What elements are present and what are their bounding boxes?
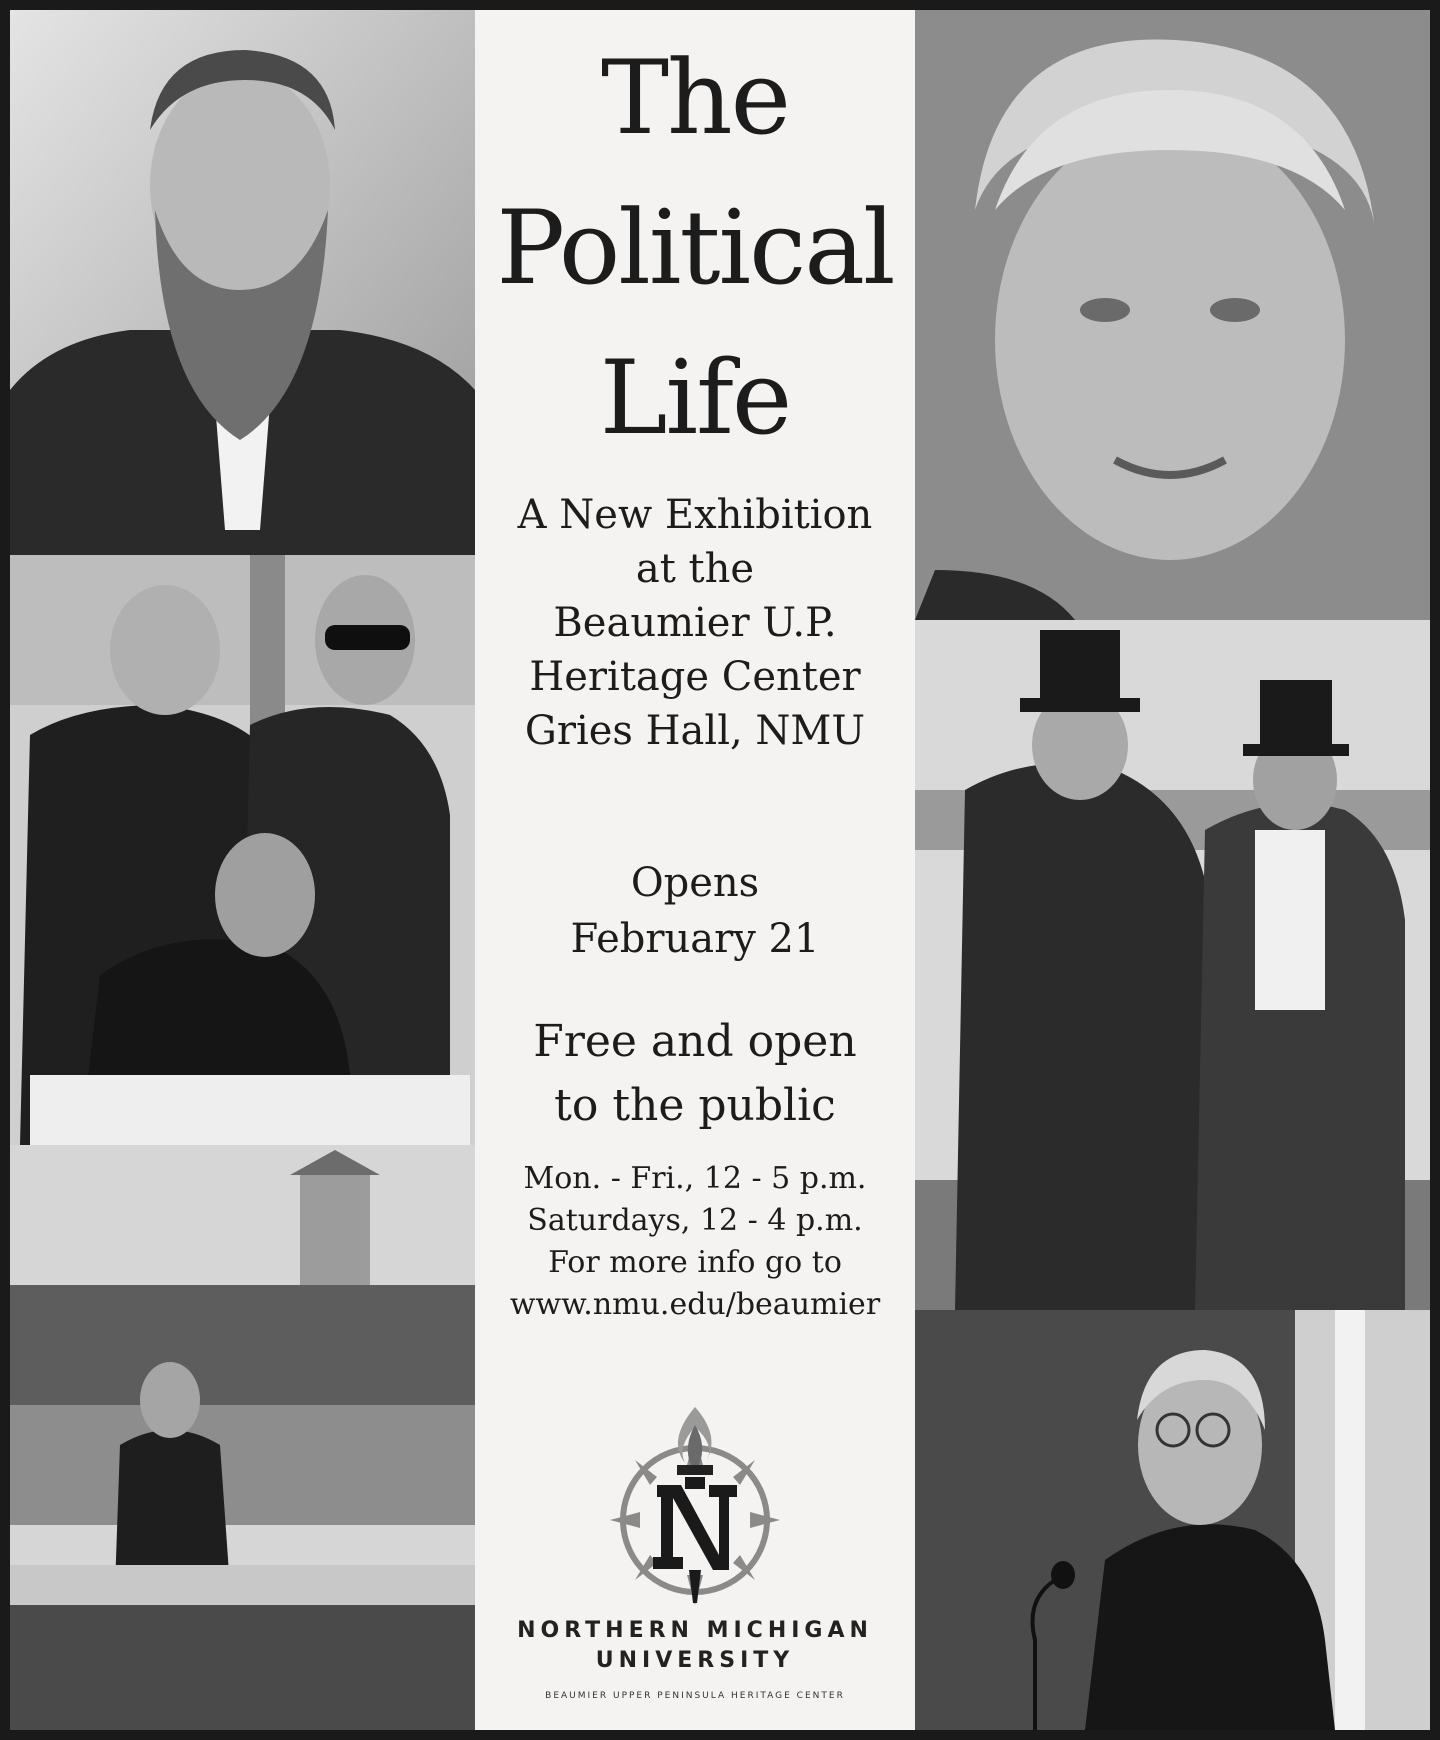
- crowd-speech-photo: [10, 1145, 475, 1730]
- nmu-torch-compass-logo-icon: [595, 1405, 795, 1615]
- university-name: UNIVERSITY: [595, 1648, 795, 1673]
- woman-portrait-photo: [915, 10, 1430, 620]
- department-name: BEAUMIER UPPER PENINSULA HERITAGE CENTER: [545, 1691, 845, 1701]
- hours-block: [475, 1158, 915, 1326]
- title-line: Political: [496, 189, 894, 308]
- hours-line: Mon. - Fri., 12 - 5 p.m.: [523, 1161, 867, 1196]
- title-line: The: [600, 39, 790, 158]
- opening-block: [475, 855, 915, 967]
- venue-line: Heritage Center: [529, 654, 861, 700]
- venue-line: A New Exhibition: [517, 492, 873, 538]
- venue-line: Beaumier U.P.: [553, 600, 837, 646]
- opening-line: Opens: [630, 860, 760, 906]
- top-hat-men-photo: [915, 620, 1430, 1310]
- bearded-man-portrait-photo: [10, 10, 475, 555]
- bill-signing-photo: [10, 555, 475, 1145]
- hours-line: For more info go to: [548, 1245, 842, 1280]
- university-name: NORTHERN MICHIGAN: [517, 1618, 873, 1643]
- hours-line: Saturdays, 12 - 4 p.m.: [527, 1203, 863, 1238]
- admission-block: [475, 1010, 915, 1138]
- woman-speaker-photo: [915, 1310, 1430, 1730]
- title-line: Life: [599, 339, 791, 458]
- venue-line: at the: [635, 546, 755, 592]
- website-link[interactable]: www.nmu.edu/beaumier: [509, 1287, 881, 1322]
- admission-line: Free and open: [533, 1016, 857, 1067]
- exhibition-info-panel: [475, 10, 915, 1730]
- admission-line: to the public: [554, 1080, 836, 1131]
- venue-line: Gries Hall, NMU: [524, 708, 866, 754]
- venue-block: [475, 488, 915, 758]
- opening-line: February 21: [570, 916, 820, 962]
